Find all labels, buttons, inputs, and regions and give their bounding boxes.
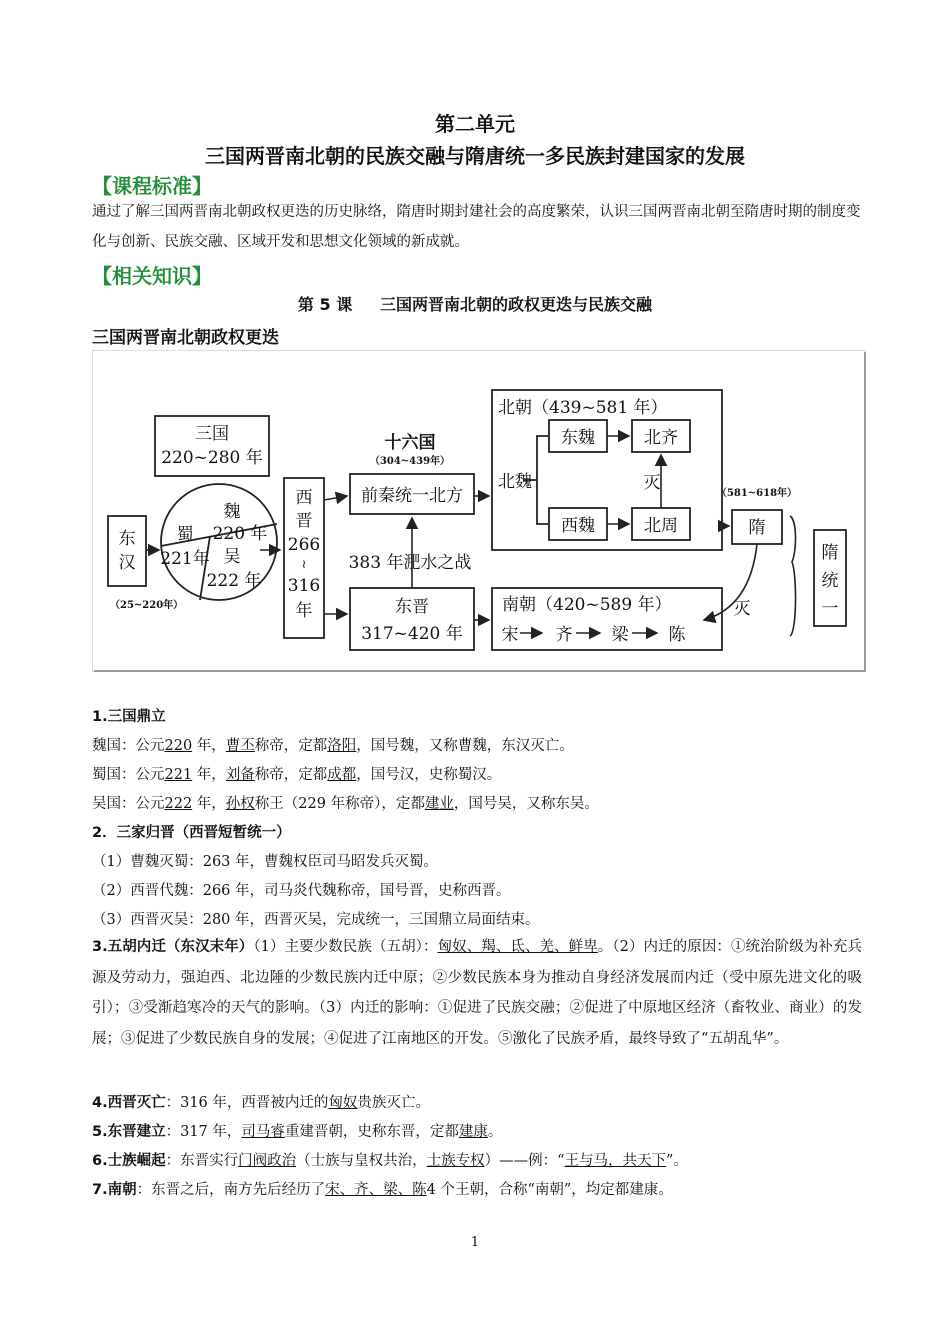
item4: 4.西晋灭亡：316 年，西晋被内迁的匈奴贵族灭亡。 — [92, 1095, 430, 1111]
page-title: 三国两晋南北朝的民族交融与隋唐统一多民族封建国家的发展 — [205, 144, 745, 168]
qianqin-label: 前秦统一北方 — [361, 486, 463, 506]
nanchao-chen: 陈 — [668, 625, 686, 645]
shu-year: 221年 — [160, 549, 210, 569]
nanchao-liang: 梁 — [611, 625, 629, 645]
item3-paragraph: 3.五胡内迁（东汉末年）（1）主要少数民族（五胡）：匈奴、羯、氐、羌、鲜卑。（2）内迁的原因：①统治阶级为补充兵源及劳动力，强迫西、北边陲的少数民族内迁中原；②少数民族本身为推动自身经济发展而内迁（受中原先进文化的吸引）；③受渐趋寒冷的天气的影响。（3）内迁的影响：①促进了民族交融；②促进了中原地区经济（畜牧业、商业）的发展；③促进了少数民族自身的发展；④促进了江南地区的开发。⑤激化了民族矛盾，最终导致了“五胡乱华”。 — [92, 939, 862, 1047]
knowledge-heading: 【相关知识】 — [92, 264, 212, 288]
dongwei-label: 东魏 — [561, 428, 595, 448]
donghan-years: （25~220年） — [110, 600, 184, 611]
item2-b: （2）西晋代魏：266 年，司马炎代魏称帝，国号晋，史称西晋。 — [92, 883, 511, 899]
xijin-tilde: ≀ — [301, 557, 307, 571]
item6: 6.士族崛起：东晋实行门阀政治（士族与皇权共治，士族专权）——例：“王与马，共天下”。 — [92, 1153, 688, 1169]
item2-c: （3）西晋灭吴：280 年，西晋灭吴，完成统一，三国鼎立局面结束。 — [92, 912, 540, 928]
beiqi-label: 北齐 — [644, 428, 678, 448]
suitongyi-char-1: 隋 — [821, 543, 839, 563]
beiwei-label: 北魏 — [498, 472, 532, 492]
dynasty-diagram-svg — [92, 350, 866, 672]
page-number: 1 — [470, 1235, 480, 1250]
xijin-year-end: 316 — [287, 576, 321, 596]
sanguo-years: 220~280 年 — [161, 448, 263, 468]
wei-label: 魏 — [223, 502, 241, 522]
dynasty-diagram — [92, 350, 866, 672]
sui-label: 隋 — [748, 518, 766, 538]
dongjin-years: 317~420 年 — [361, 624, 463, 644]
beichao-label: 北朝（439~581 年） — [498, 398, 668, 418]
item1-shu: 蜀国：公元221 年，刘备称帝，定都成都，国号汉，史称蜀汉。 — [92, 767, 502, 783]
curriculum-heading: 【课程标准】 — [92, 174, 212, 198]
xijin-year-start: 266 — [287, 535, 321, 555]
nanchao-song: 宋 — [501, 625, 519, 645]
item1-wu: 吴国：公元222 年，孙权称王（229 年称帝），定都建业，国号吴，又称东吴。 — [92, 796, 599, 812]
lesson-title: 第 5 课 三国两晋南北朝的政权更迭与民族交融 — [297, 295, 653, 314]
item2-heading: 2．三家归晋（西晋短暂统一） — [92, 825, 291, 841]
feishui-label: 383 年淝水之战 — [348, 553, 472, 573]
shu-label: 蜀 — [176, 525, 194, 545]
dongjin-label: 东晋 — [395, 597, 429, 617]
item5: 5.东晋建立：317 年，司马睿重建晋朝，史称东晋，定都建康。 — [92, 1124, 503, 1140]
diagram-subheading: 三国两晋南北朝政权更迭 — [92, 328, 279, 348]
sui-years: （581~618年） — [716, 488, 798, 499]
mie-label-2: 灭 — [733, 599, 751, 619]
sanguo-label: 三国 — [195, 424, 229, 444]
nanchao-qi: 齐 — [555, 625, 573, 645]
suitongyi-char-2: 统 — [821, 571, 839, 591]
xijin-char-2: 晋 — [295, 511, 313, 531]
item1-heading: 1.三国鼎立 — [92, 709, 166, 725]
mie-label-1: 灭 — [643, 473, 661, 493]
beizhou-label: 北周 — [644, 516, 678, 536]
donghan-label-1: 东 — [118, 529, 136, 549]
item1-wei: 魏国：公元220 年，曹丕称帝，定都洛阳，国号魏，又称曹魏，东汉灭亡。 — [92, 738, 574, 754]
wu-year: 222 年 — [206, 571, 262, 591]
nanchao-label: 南朝（420~589 年） — [502, 595, 672, 615]
donghan-label-2: 汉 — [118, 553, 136, 573]
shiliuguo-label: 十六国 — [384, 433, 436, 453]
xijin-char-nian: 年 — [295, 601, 313, 621]
xijin-char-1: 西 — [295, 488, 313, 508]
curriculum-text: 通过了解三国两晋南北朝政权更迭的历史脉络，隋唐时期封建社会的高度繁荣，认识三国两晋南北朝至隋唐时期的制度变化与创新、民族交融、区域开发和思想文化领域的新成就。 — [92, 204, 861, 250]
xiwei-label: 西魏 — [561, 516, 595, 536]
item2-a: （1）曹魏灭蜀：263 年，曹魏权臣司马昭发兵灭蜀。 — [92, 854, 439, 870]
unit-title: 第二单元 — [435, 112, 515, 136]
shiliuguo-years: （304~439年） — [369, 456, 451, 467]
item7: 7.南朝：东晋之后，南方先后经历了宋、齐、梁、陈4 个王朝，合称“南朝”，均定都建康。 — [92, 1182, 673, 1198]
wu-label: 吴 — [223, 547, 241, 567]
suitongyi-char-3: 一 — [821, 599, 839, 619]
wei-year: 220 年 — [212, 524, 268, 544]
